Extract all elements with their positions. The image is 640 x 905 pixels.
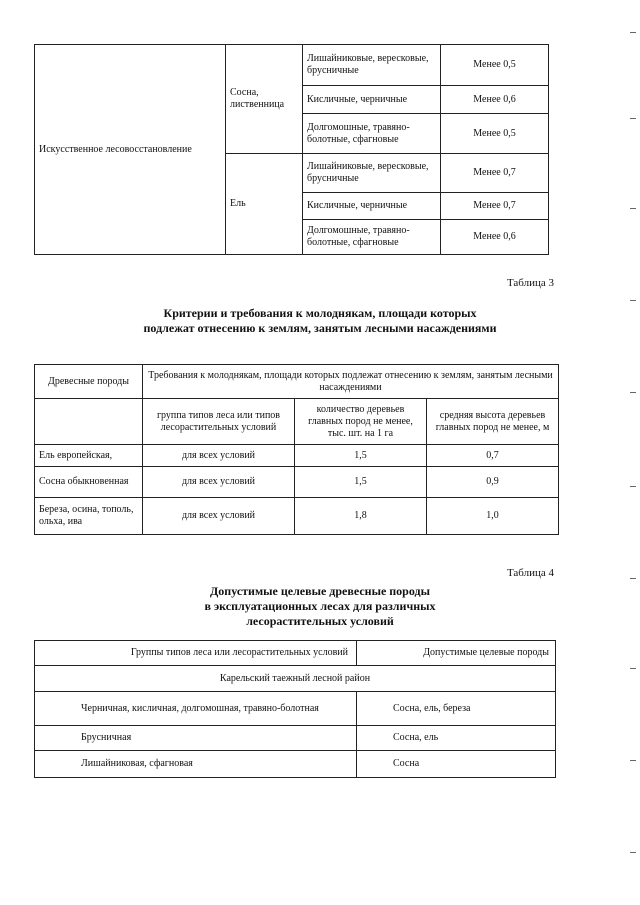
row-header-artificial-restoration: Искусственное лесовосстановление (35, 45, 226, 255)
forest-type-cell: Лишайниковые, вересковые, брусничные (303, 45, 441, 86)
forest-type-cell: Долгомошные, травяно-болотные, сфагновые (303, 220, 441, 255)
target-species-cell: Сосна (357, 751, 556, 778)
mean-height-cell: 1,0 (427, 498, 559, 535)
forest-type-cell: Долгомошные, травяно-болотные, сфагновые (303, 114, 441, 154)
scan-edge-mark (630, 760, 636, 761)
sub-header-tree-count: количество деревьев главных пород не менее, тыс. шт. на 1 га (295, 399, 427, 445)
density-value-cell: Менее 0,6 (441, 220, 549, 255)
scan-edge-mark (630, 300, 636, 301)
scan-edge-mark (630, 32, 636, 33)
table-4-title-line-3: лесорастительных условий (246, 614, 394, 628)
density-value-cell: Менее 0,5 (441, 114, 549, 154)
species-cell: Сосна обыкновенная (35, 467, 143, 498)
target-species-cell: Сосна, ель (357, 726, 556, 751)
young-stands-table (34, 364, 559, 535)
forest-group-cell: Брусничная (35, 726, 357, 751)
scan-edge-mark (630, 208, 636, 209)
forest-type-cell: Лишайниковые, вересковые, брусничные (303, 154, 441, 193)
density-value-cell: Менее 0,7 (441, 154, 549, 193)
sub-header-forest-group: группа типов леса или типов лесорастительных условий (143, 399, 295, 445)
scan-edge-mark (630, 118, 636, 119)
col-header-species: Древесные породы (35, 365, 143, 399)
mean-height-cell: 0,9 (427, 467, 559, 498)
table-4-title-line-1: Допустимые целевые древесные породы (210, 584, 430, 598)
forest-group-cell: для всех условий (143, 467, 295, 498)
species-cell: Береза, осина, тополь, ольха, ива (35, 498, 143, 535)
tree-count-cell: 1,5 (295, 467, 427, 498)
density-value-cell: Менее 0,5 (441, 45, 549, 86)
table-3-title-line-2: подлежат отнесению к землям, занятым лесными насаждениями (143, 321, 497, 335)
col-header-requirements: Требования к молоднякам, площади которых подлежат отнесению к землям, занятым лесными насаждениями (143, 365, 559, 399)
scan-edge-mark (630, 392, 636, 393)
density-value-cell: Менее 0,6 (441, 86, 549, 114)
target-species-cell: Сосна, ель, береза (357, 692, 556, 726)
scan-edge-mark (630, 852, 636, 853)
forest-group-cell: для всех условий (143, 498, 295, 535)
forest-group-cell: Черничная, кисличная, долгомошная, травяно-болотная (35, 692, 357, 726)
table-3-title-line-1: Критерии и требования к молоднякам, площади которых (163, 306, 477, 320)
table-3-label: Таблица 3 (506, 277, 554, 289)
density-value-cell: Менее 0,7 (441, 193, 549, 220)
col-header-forest-groups: Группы типов леса или лесорастительных условий (35, 641, 357, 666)
forest-type-cell: Кисличные, черничные (303, 193, 441, 220)
table-4-title-line-2: в эксплуатационных лесах для различных (204, 599, 436, 613)
scan-edge-mark (630, 578, 636, 579)
scan-edge-mark (630, 668, 636, 669)
species-group-pine-larch: Сосна, лиственница (226, 45, 303, 154)
forest-restoration-table (34, 44, 549, 255)
sub-header-mean-height: средняя высота деревьев главных пород не менее, м (427, 399, 559, 445)
tree-count-cell: 1,5 (295, 445, 427, 467)
table-4-label: Таблица 4 (506, 567, 554, 579)
empty-header-cell (35, 399, 143, 445)
mean-height-cell: 0,7 (427, 445, 559, 467)
forest-group-cell: для всех условий (143, 445, 295, 467)
species-cell: Ель европейская, (35, 445, 143, 467)
target-species-table (34, 640, 556, 778)
scan-edge-mark (630, 486, 636, 487)
forest-group-cell: Лишайниковая, сфагновая (35, 751, 357, 778)
forest-type-cell: Кисличные, черничные (303, 86, 441, 114)
tree-count-cell: 1,8 (295, 498, 427, 535)
region-header: Карельский таежный лесной район (35, 666, 556, 692)
species-group-spruce: Ель (226, 154, 303, 255)
col-header-target-species: Допустимые целевые породы (357, 641, 556, 666)
